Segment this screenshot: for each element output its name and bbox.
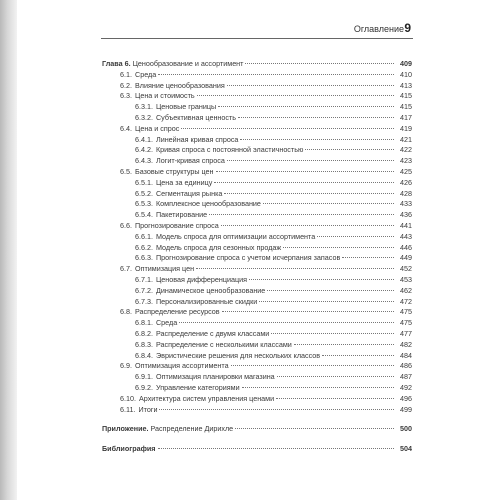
book-spine-shadow: [0, 0, 17, 500]
toc-section: [102, 394, 412, 405]
toc-entry-number: 6.9.1.: [135, 372, 153, 382]
toc-subsection: [102, 243, 412, 254]
toc-page: 486: [400, 361, 412, 371]
spacer: [102, 415, 412, 424]
toc-page: 449: [400, 253, 412, 263]
toc-entry-number: 6.7.2.: [135, 285, 153, 295]
toc-entry-label: [135, 351, 320, 362]
toc-page: 422: [400, 145, 412, 155]
header-rule: [101, 38, 413, 39]
toc-subsection: [102, 318, 412, 329]
toc-page: 487: [400, 372, 412, 382]
toc-entry-title: Цена за единицу: [155, 177, 213, 187]
toc-entry-title: Распределение с двумя классами: [155, 328, 270, 338]
leader-dots: [222, 311, 394, 312]
toc-subsection: [102, 156, 412, 167]
toc-entry-label: [135, 189, 222, 200]
toc-section: [102, 167, 412, 178]
leader-dots: [283, 247, 394, 248]
toc-subsection: [102, 297, 412, 308]
toc-entry-title: Эвристические решения для нескольких классов: [155, 350, 321, 360]
leader-dots: [294, 344, 394, 345]
toc-entry-number: 6.3.2.: [135, 112, 153, 122]
leader-dots: [305, 149, 394, 150]
toc-page: 428: [400, 188, 412, 198]
toc-entry-title: Итоги: [138, 404, 158, 414]
toc-entry-label: [135, 318, 177, 329]
toc-page: 423: [400, 156, 412, 166]
leader-dots: [238, 117, 394, 118]
toc-entry-number: 6.1.: [120, 69, 132, 79]
toc-entry-number: 6.8.3.: [135, 339, 153, 349]
toc-entry-title: Ценовая дифференциация: [155, 274, 248, 284]
leader-dots: [224, 193, 394, 194]
toc-subsection: [102, 329, 412, 340]
toc-appendix: [102, 424, 412, 435]
toc-entry-label: [120, 124, 179, 135]
leader-dots: [231, 365, 394, 366]
chapter-number: Глава 6.: [102, 59, 131, 68]
leader-dots: [179, 322, 394, 323]
toc-page: 504: [400, 444, 412, 454]
leader-dots: [214, 182, 394, 183]
toc-entry-label: [120, 91, 195, 102]
toc-entry-title: Пакетирование: [155, 210, 208, 220]
toc-page: 417: [400, 112, 412, 122]
toc-entry-label: [135, 210, 207, 221]
leader-dots: [227, 85, 394, 86]
toc-entries: [102, 70, 412, 416]
toc-entry-number: 6.5.3.: [135, 199, 153, 209]
toc-entry-label: [120, 81, 225, 92]
toc-page: 419: [400, 123, 412, 133]
toc-entry-label: [135, 199, 261, 210]
toc-page: 496: [400, 393, 412, 403]
toc-entry-label: [135, 232, 315, 243]
toc-entry-title: Цена и стоимость: [135, 91, 195, 101]
leader-dots: [216, 171, 395, 172]
toc-subsection: [102, 210, 412, 221]
toc-entry-label: [135, 372, 275, 383]
toc-section: [102, 405, 412, 416]
toc-entry-number: 6.3.1.: [135, 102, 153, 112]
toc-section: [102, 70, 412, 81]
toc-entry-title: Базовые структуры цен: [135, 166, 214, 176]
toc-entry-label: [120, 361, 229, 372]
toc-entry-number: 6.4.3.: [135, 156, 153, 166]
toc-page: 484: [400, 350, 412, 360]
toc-page: 446: [400, 242, 412, 252]
toc-page: 415: [400, 102, 412, 112]
leader-dots: [263, 203, 394, 204]
leader-dots: [197, 95, 394, 96]
toc-page: 452: [400, 264, 412, 274]
toc-page: 475: [400, 318, 412, 328]
toc-subsection: [102, 178, 412, 189]
leader-dots: [181, 128, 394, 129]
toc-entry-label: [135, 340, 292, 351]
toc-subsection: [102, 351, 412, 362]
toc-page: 415: [400, 91, 412, 101]
toc-page: 482: [400, 339, 412, 349]
toc-entry-title: Модель спроса для сезонных продаж: [155, 242, 282, 252]
leader-dots: [277, 376, 394, 377]
table-of-contents: [102, 59, 412, 455]
toc-entry-label: [135, 286, 265, 297]
toc-entry-title: Оптимизация цен: [135, 264, 195, 274]
toc-entry-label: [135, 329, 269, 340]
toc-section: [102, 81, 412, 92]
page-number: 9: [404, 21, 411, 35]
toc-entry-label: [135, 297, 257, 308]
toc-entry-number: 6.8.1.: [135, 318, 153, 328]
leader-dots: [249, 279, 394, 280]
leader-dots: [158, 448, 394, 449]
leader-dots: [259, 301, 394, 302]
toc-subsection: [102, 383, 412, 394]
toc-entry-number: 6.7.1.: [135, 274, 153, 284]
toc-page: 409: [400, 59, 412, 68]
running-header-title: Оглавление: [353, 24, 404, 34]
toc-entry-label: [135, 113, 236, 124]
toc-entry-label: [120, 307, 220, 318]
toc-entry-number: 6.6.2.: [135, 242, 153, 252]
leader-dots: [271, 333, 394, 334]
toc-entry-title: Прогнозирование спроса с учетом исчерпания запасов: [155, 253, 341, 263]
toc-entry-number: 6.9.2.: [135, 382, 153, 392]
toc-entry-label: [135, 178, 212, 189]
leader-dots: [221, 225, 394, 226]
toc-page: 453: [400, 274, 412, 284]
leader-dots: [242, 387, 394, 388]
toc-entry-number: 6.7.3.: [135, 296, 153, 306]
toc-section: [102, 307, 412, 318]
toc-entry-number: 6.5.: [120, 166, 132, 176]
toc-entry-title: Оптимизация ассортимента: [135, 361, 229, 371]
toc-entry-number: 6.2.: [120, 80, 132, 90]
toc-entry-label: [135, 383, 240, 394]
toc-section: [102, 361, 412, 372]
toc-appendix-label: [102, 424, 233, 435]
toc-page: 433: [400, 199, 412, 209]
toc-entry-number: 6.5.2.: [135, 188, 153, 198]
toc-page: 413: [400, 80, 412, 90]
toc-subsection: [102, 145, 412, 156]
toc-entry-label: [120, 264, 194, 275]
toc-page: 475: [400, 307, 412, 317]
leader-dots: [276, 398, 394, 399]
toc-entry-label: [120, 394, 274, 405]
toc-entry-number: 6.3.: [120, 91, 132, 101]
toc-entry-number: 6.4.2.: [135, 145, 153, 155]
toc-subsection: [102, 113, 412, 124]
toc-entry-number: 6.4.: [120, 123, 132, 133]
leader-dots: [267, 290, 394, 291]
spacer: [102, 435, 412, 444]
toc-page: 492: [400, 382, 412, 392]
toc-subsection: [102, 275, 412, 286]
leader-dots: [235, 428, 394, 429]
toc-section: [102, 91, 412, 102]
toc-entry-label: [135, 243, 281, 254]
leader-dots: [245, 63, 394, 64]
leader-dots: [158, 74, 394, 75]
toc-entry-title: Распределение с несколькими классами: [155, 339, 292, 349]
toc-page: 500: [400, 424, 412, 434]
toc-page: 436: [400, 210, 412, 220]
toc-subsection: [102, 253, 412, 264]
toc-bibliography-label: Библиография: [102, 444, 156, 454]
toc-entry-number: 6.11.: [120, 404, 136, 414]
toc-entry-number: 6.4.1.: [135, 134, 153, 144]
toc-page: 477: [400, 328, 412, 338]
leader-dots: [218, 106, 394, 107]
toc-entry-number: 6.7.: [120, 264, 132, 274]
appendix-title: Приложение.: [102, 424, 149, 434]
toc-bibliography: [102, 444, 412, 455]
toc-entry-title: Субъективная ценность: [155, 112, 237, 122]
toc-entry-number: 6.6.3.: [135, 253, 153, 263]
toc-entry-number: 6.6.: [120, 220, 132, 230]
leader-dots: [196, 268, 394, 269]
toc-entry-number: 6.10.: [120, 393, 136, 403]
toc-entry-number: 6.5.4.: [135, 210, 153, 220]
toc-entry-label: [135, 156, 225, 167]
toc-page: 499: [400, 404, 412, 414]
toc-entry-label: [135, 135, 238, 146]
toc-entry-title: Динамическое ценообразование: [155, 285, 266, 295]
toc-subsection: [102, 199, 412, 210]
toc-page: 410: [400, 69, 412, 79]
toc-entry-label: [135, 145, 303, 156]
toc-entry-label: [135, 102, 216, 113]
toc-entry-title: Комплексное ценообразование: [155, 199, 261, 209]
toc-entry-number: 6.8.: [120, 307, 132, 317]
toc-page: 443: [400, 231, 412, 241]
toc-entry-label: [120, 70, 156, 81]
leader-dots: [227, 160, 394, 161]
toc-entry-label: [120, 405, 157, 416]
toc-entry-title: Ценовые границы: [155, 102, 217, 112]
toc-entry-number: 6.8.4.: [135, 350, 153, 360]
leader-dots: [342, 257, 394, 258]
toc-entry-label: [135, 275, 247, 286]
toc-entry-number: 6.9.: [120, 361, 132, 371]
toc-subsection: [102, 286, 412, 297]
toc-entry-title: Кривая спроса с постоянной эластичностью: [155, 145, 304, 155]
toc-entry-title: Модель спроса для оптимизации ассортимента: [155, 231, 316, 241]
toc-page: 441: [400, 220, 412, 230]
toc-entry-title: Влияние ценообразования: [135, 80, 225, 90]
toc-entry-title: Линейная кривая спроса: [155, 134, 239, 144]
toc-subsection: [102, 135, 412, 146]
toc-entry-title: Архитектура систем управления ценами: [139, 393, 275, 403]
toc-subsection: [102, 102, 412, 113]
toc-entry-title: Прогнозирование спроса: [135, 220, 219, 230]
toc-page: 472: [400, 296, 412, 306]
chapter-title: Ценообразование и ассортимент: [132, 59, 244, 68]
toc-section: [102, 124, 412, 135]
toc-entry-title: Оптимизация планировки магазина: [155, 372, 275, 382]
toc-page: 425: [400, 166, 412, 176]
toc-entry-label: [135, 253, 340, 264]
toc-subsection: [102, 232, 412, 243]
toc-entry-title: Персонализированные скидки: [155, 296, 258, 306]
toc-section: [102, 264, 412, 275]
toc-subsection: [102, 189, 412, 200]
toc-page: 462: [400, 285, 412, 295]
leader-dots: [209, 214, 394, 215]
toc-entry-number: 6.6.1.: [135, 231, 153, 241]
toc-page: 421: [400, 134, 412, 144]
toc-page: 426: [400, 177, 412, 187]
leader-dots: [317, 236, 394, 237]
toc-chapter-label: [102, 59, 243, 70]
leader-dots: [240, 139, 394, 140]
toc-entry-label: [120, 167, 214, 178]
toc-subsection: [102, 340, 412, 351]
leader-dots: [322, 355, 394, 356]
toc-entry-label: [120, 221, 219, 232]
leader-dots: [159, 409, 394, 410]
toc-entry-title: Сегментация рынка: [155, 188, 223, 198]
toc-entry-number: 6.8.2.: [135, 328, 153, 338]
toc-entry-title: Цена и спрос: [135, 123, 180, 133]
toc-section: [102, 221, 412, 232]
toc-entry-title: Среда: [135, 69, 157, 79]
toc-entry-title: Управление категориями: [155, 382, 240, 392]
toc-chapter-6: [102, 59, 412, 70]
toc-subsection: [102, 372, 412, 383]
toc-entry-number: 6.5.1.: [135, 177, 153, 187]
toc-entry-title: Логит-кривая спроса: [155, 156, 225, 166]
toc-entry-title: Распределение ресурсов: [135, 307, 220, 317]
toc-entry-title: Среда: [155, 318, 178, 328]
appendix-subtitle: Распределение Дирихле: [150, 424, 234, 434]
